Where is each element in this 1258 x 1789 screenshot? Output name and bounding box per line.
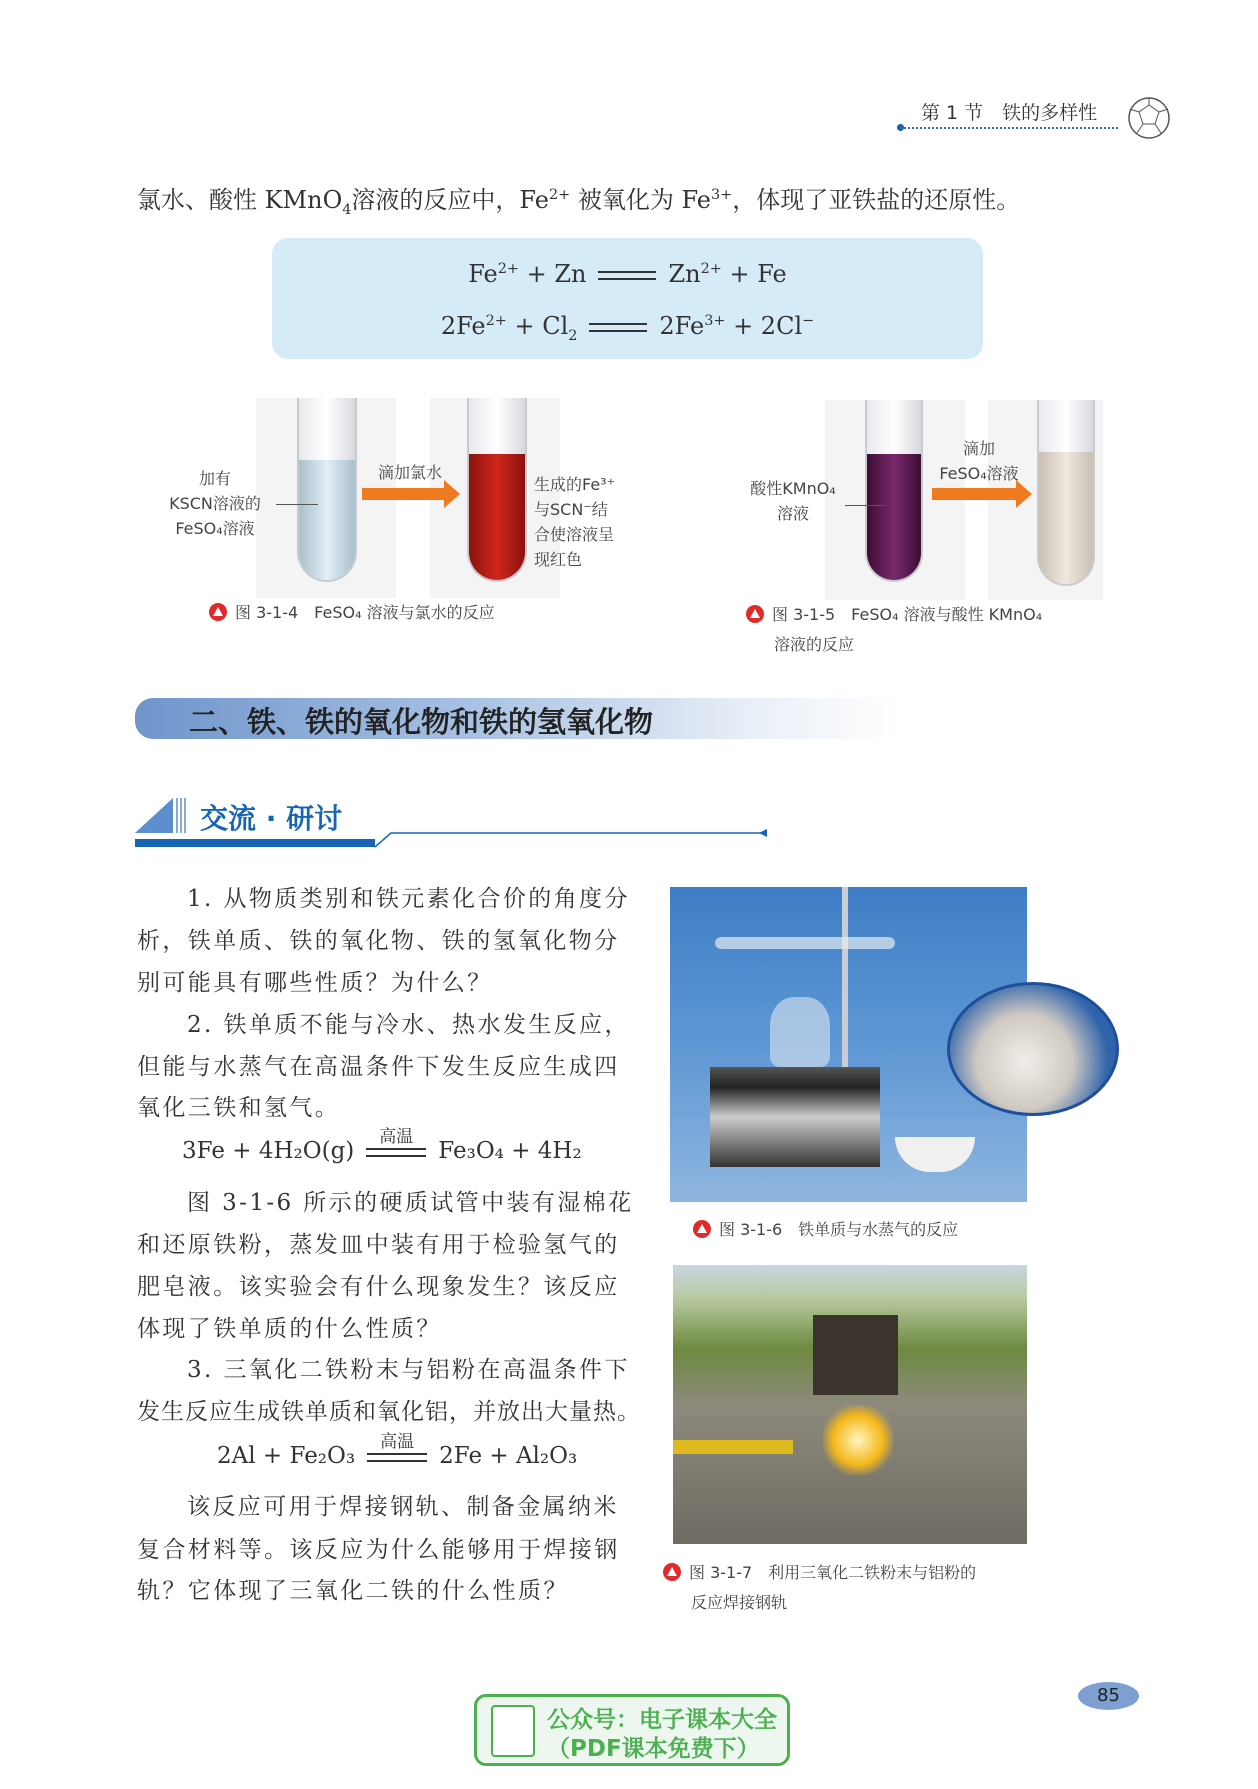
book-logo-icon: [491, 1705, 535, 1757]
body-line: 轨？它体现了三氧化二铁的什么性质？: [137, 1578, 569, 1604]
pointer-line: [276, 504, 318, 505]
fig314-arrow-label: 滴加氯水: [377, 463, 442, 482]
body-line: 该反应可用于焊接钢轨、制备金属纳米: [187, 1494, 619, 1520]
body-line: 析，铁单质、铁的氧化物、铁的氢氧化物分: [137, 928, 620, 954]
test-tube-kmno4: [865, 400, 923, 582]
figure-marker-icon: [693, 1220, 711, 1238]
fig314-right-label: 生成的Fe³⁺ 与SCN⁻结 合使溶液呈 现红色: [534, 475, 616, 569]
body-line: 3. 三氧化二铁粉末与铝粉在高温条件下: [187, 1357, 630, 1383]
alcohol-lamp: [770, 997, 830, 1067]
yellow-tool: [673, 1440, 793, 1454]
body-line: 体现了铁单质的什么性质？: [137, 1316, 442, 1342]
fig315-arrow-label: 滴加 FeSO₄溶液: [939, 439, 1019, 483]
test-tube-red-solution: [467, 398, 527, 582]
body-line: 图 3-1-6 所示的硬质试管中装有湿棉花: [187, 1190, 634, 1216]
body-line: 2. 铁单质不能与冷水、热水发生反应，: [187, 1012, 630, 1038]
arrow-right-icon: [362, 488, 446, 500]
section-title: 二、铁、铁的氧化物和铁的氢氧化物: [189, 705, 654, 739]
equation-fe-steam: 3Fe + 4H₂O(g) 高温 Fe₃O₄ + 4H₂: [182, 1126, 582, 1164]
fig316-inset-photo: [947, 982, 1119, 1116]
section-header: 第 1 节 铁的多样性: [921, 102, 1098, 124]
body-line: 和还原铁粉，蒸发皿中装有用于检验氢气的: [137, 1232, 620, 1258]
body-line: 氧化三铁和氢气。: [137, 1095, 341, 1121]
pointer-line: [845, 505, 885, 506]
figure-marker-icon: [209, 603, 227, 621]
intro-paragraph: 氯水、酸性 KMnO$_4$溶液的反应中，$Fe^{2+}$ 被氧化为 $Fe^{3+}$，体现了亚铁盐的还原性。: [137, 186, 1021, 218]
page-number: 85: [1078, 1682, 1139, 1710]
body-line: 但能与水蒸气在高温条件下发生反应生成四: [137, 1054, 620, 1080]
fig317-photo: [673, 1265, 1027, 1544]
equation-box: [272, 238, 983, 359]
equation-fe-zn: $Fe^{2+} + Zn$ $Zn^{2+} + Fe$: [468, 260, 787, 288]
watermark-banner: [474, 1694, 790, 1766]
fig314-left-label: 加有 KSCN溶液的 FeSO₄溶液: [169, 469, 261, 538]
watermark-line2: （PDF课本免费下）: [547, 1736, 760, 1762]
test-tube-feso4-kscn: [297, 398, 357, 582]
fig315-caption: 图 3-1-5 FeSO₄ 溶液与酸性 KMnO₄ 溶液的反应: [746, 600, 1042, 660]
fullerene-icon: [1126, 95, 1172, 141]
body-line: 发生反应生成铁单质和氧化铝，并放出大量热。: [137, 1399, 641, 1425]
equation-fe-cl2: $2Fe^{2+} + Cl_2$ $2Fe^{3+} + 2Cl^-$: [440, 312, 815, 344]
figure-marker-icon: [746, 605, 764, 623]
thermite-glow: [823, 1405, 893, 1475]
evaporating-dish: [895, 1137, 975, 1172]
body-line: 肥皂液。该实验会有什么现象发生？该反应: [137, 1274, 620, 1300]
fig315-left-label: 酸性KMnO₄ 溶液: [750, 479, 836, 523]
figure-marker-icon: [663, 1563, 681, 1581]
body-line: 1. 从物质类别和铁元素化合价的角度分: [187, 886, 630, 912]
watermark-line1: 公众号：电子课本大全: [547, 1707, 777, 1733]
header-dotted-line: [900, 127, 1118, 129]
lab-jack: [710, 1067, 880, 1167]
discussion-title: 交流 · 研讨: [200, 802, 343, 835]
body-line: 别可能具有哪些性质？为什么？: [137, 970, 493, 996]
fig317-caption: 图 3-1-7 利用三氧化二铁粉末与铝粉的 反应焊接钢轨: [663, 1558, 976, 1618]
body-line: 复合材料等。该反应为什么能够用于焊接钢: [137, 1537, 620, 1563]
glass-tube: [715, 937, 895, 949]
fig316-caption: 图 3-1-6 铁单质与水蒸气的反应: [693, 1217, 958, 1240]
equation-thermite: 2Al + Fe₂O₃ 高温 2Fe + Al₂O₃: [217, 1431, 578, 1469]
test-tube-faded-solution: [1037, 400, 1095, 586]
crucible: [813, 1315, 898, 1395]
fig314-caption: 图 3-1-4 FeSO₄ 溶液与氯水的反应: [209, 600, 495, 623]
arrow-right-icon: [932, 488, 1018, 500]
